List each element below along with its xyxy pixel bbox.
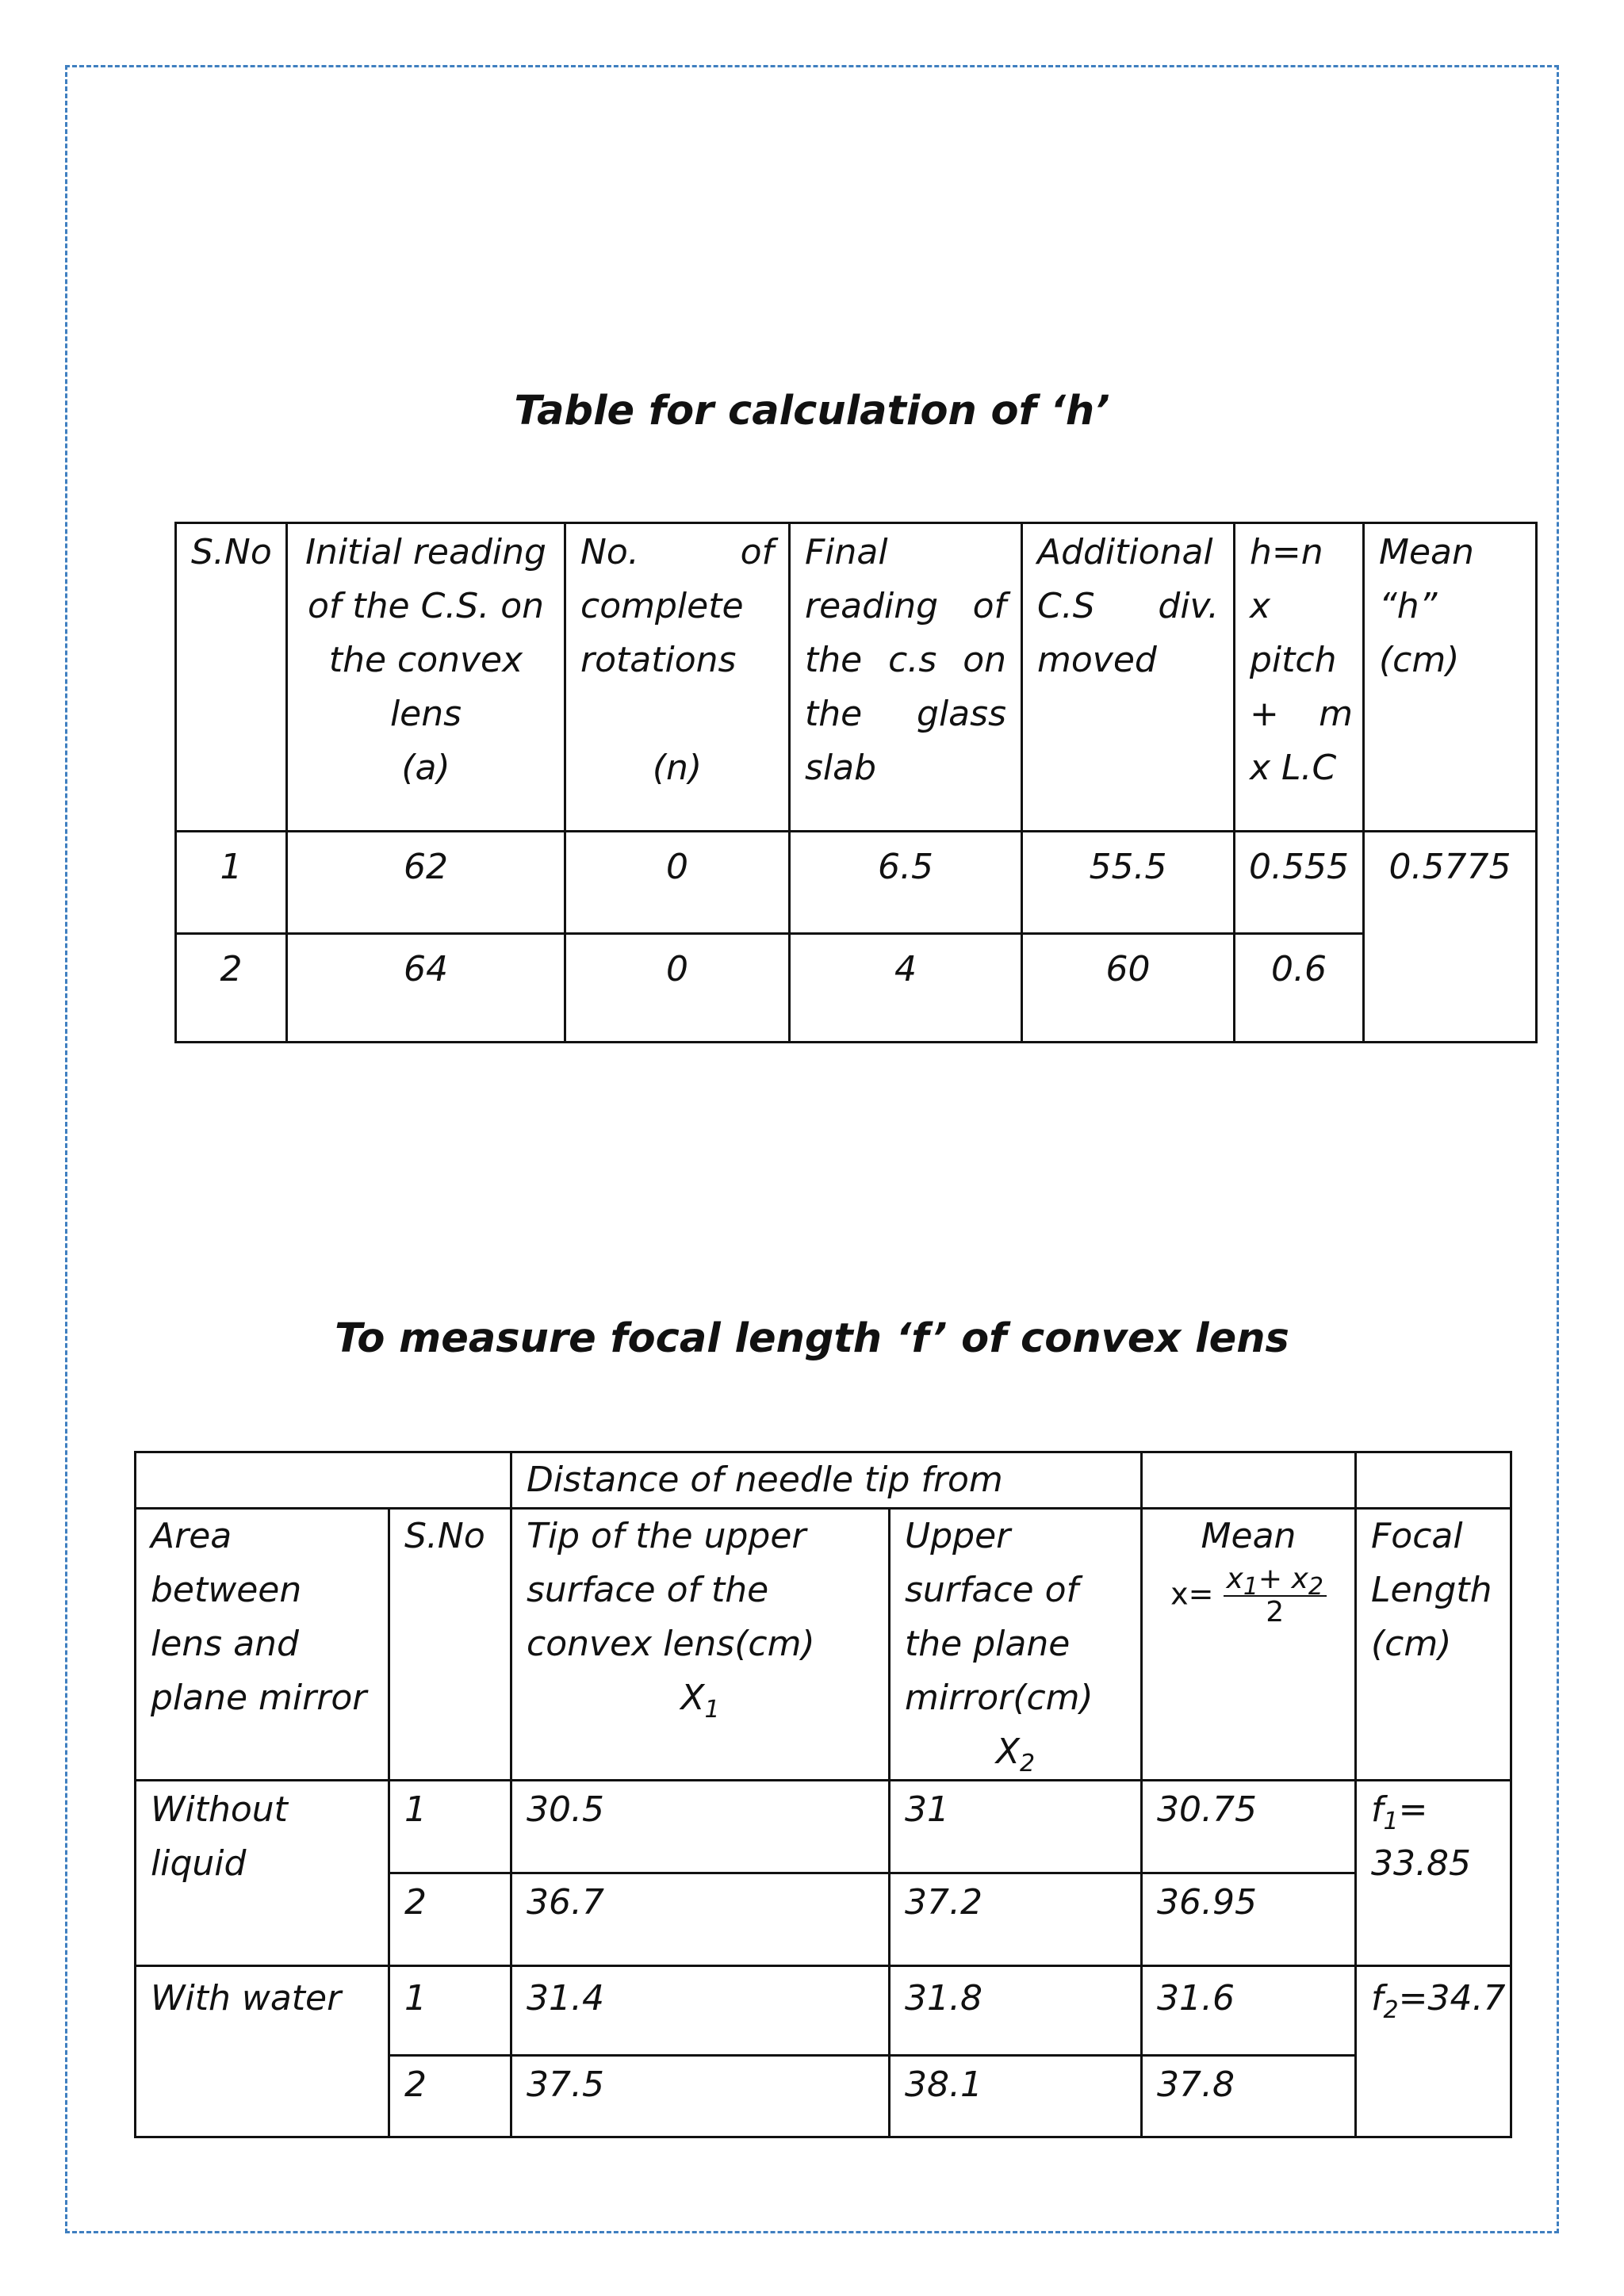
header-h-formula: h=n x pitch + m x L.C [1235,523,1364,832]
header-sno: S.No [389,1509,511,1781]
focal-length-f1: $f_1=$ 33.85 [1356,1781,1511,1966]
header-mean-x: Mean x= $\frac{x_1+ x_2}{2}$ [1142,1509,1356,1781]
header-additional-div: Additional C.S div. moved [1022,523,1235,832]
header-rotations: No. of complete rotations (n) [565,523,790,832]
header-x2: Upper surface of the plane mirror(cm) $X_2$ [890,1509,1142,1781]
h-calculation-table [174,522,1538,1043]
header-final-reading: Final reading of the c.s on the glass slab [790,523,1022,832]
focal-length-table [134,1451,1512,2138]
table2-title: To measure focal length ‘f’ of convex lens [335,1315,1289,1362]
table-header-row [136,1509,1511,1781]
focal-length-f2: $f_2=34.7$ [1356,1966,1511,2137]
area-with-water: With water [136,1966,389,2137]
header-sno: S.No [176,523,287,832]
distance-superheader: Distance of needle tip from [511,1452,1142,1509]
table-row: 2 36.7 37.2 36.95 [136,1873,1511,1966]
header-focal-length: Focal Length (cm) [1356,1509,1511,1781]
mean-formula: x= $\frac{x_1+ x_2}{2}$ [1157,1563,1340,1628]
table-row: 2 37.5 38.1 37.8 [136,2056,1511,2137]
header-area: Area between lens and plane mirror [136,1509,389,1781]
header-initial-reading: Initial reading of the C.S. on the convex lens (a) [287,523,565,832]
header-x1: Tip of the upper surface of the convex lens(cm) $X_1$ [511,1509,890,1781]
table-row: 1 62 0 6.5 55.5 0.555 0.5775 [176,832,1537,934]
super-header-row [136,1452,1511,1509]
header-mean-h: Mean “h” (cm) [1364,523,1537,832]
table-row: Without liquid 1 30.5 31 30.75 $f_1=$ 33.85 [136,1781,1511,1873]
area-without-liquid: Without liquid [136,1781,389,1966]
table-row: 2 64 0 4 60 0.6 [176,934,1537,1043]
mean-h-value: 0.5775 [1364,832,1537,1043]
table1-title: Table for calculation of ‘h’ [514,388,1110,434]
table-row: With water 1 31.4 31.8 31.6 $f_2=34.7$ [136,1966,1511,2056]
table-header-row [176,523,1537,832]
